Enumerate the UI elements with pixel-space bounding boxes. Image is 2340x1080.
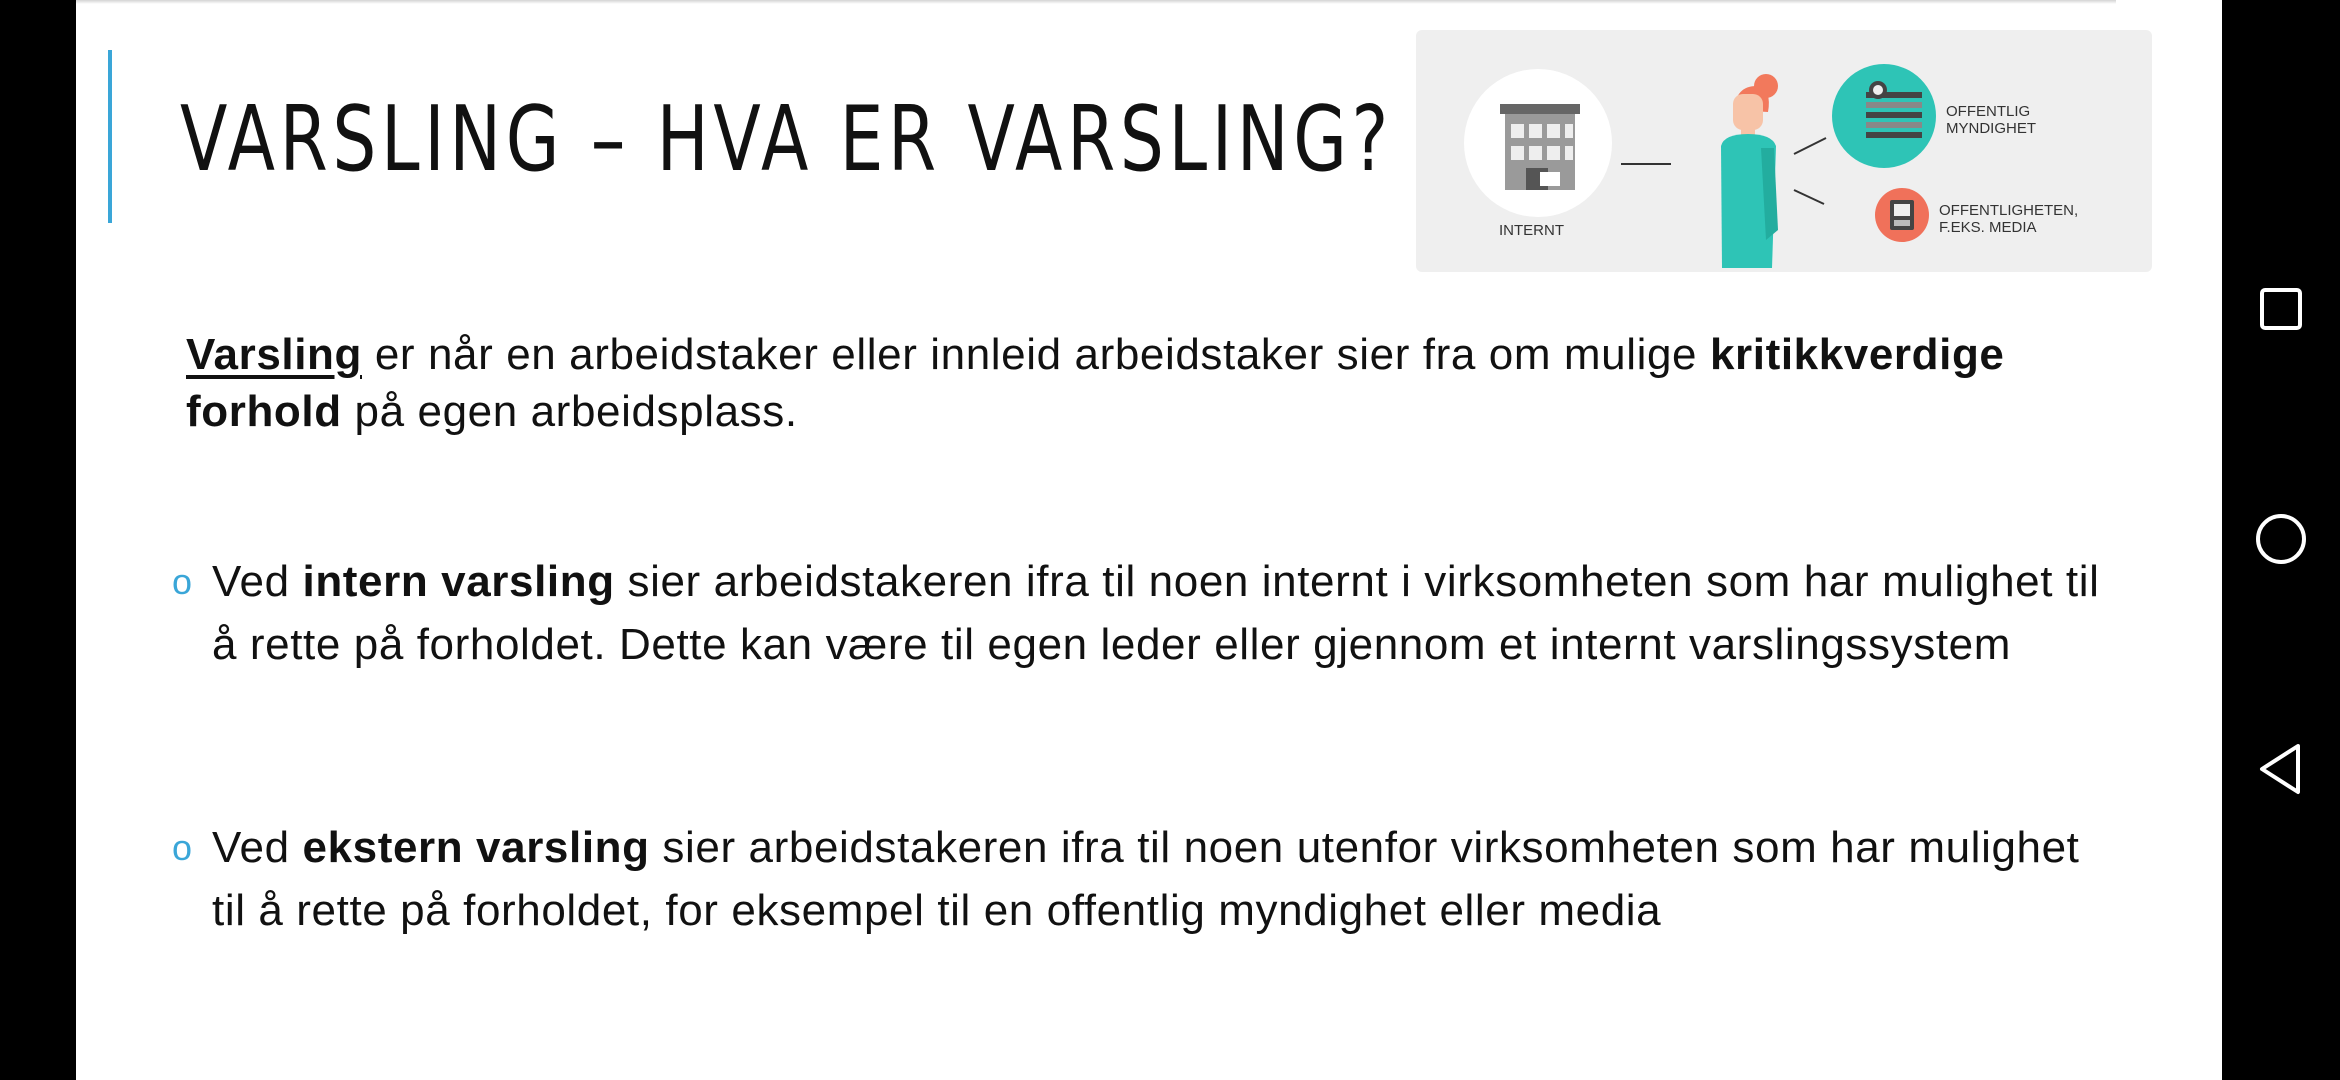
woman-figure (1721, 74, 1778, 268)
slide-top-edge (76, 0, 2116, 4)
intro-text-1: er når en arbeidstaker eller innleid arbeidstaker sier fra om mulige (362, 330, 1710, 379)
bullet-bold: intern varsling (302, 557, 615, 606)
bullet-bold: ekstern varsling (302, 823, 650, 872)
label-internt: INTERNT (1499, 222, 1564, 239)
connector-line-down (1794, 190, 1824, 204)
back-button[interactable] (2222, 710, 2340, 828)
intro-paragraph (186, 326, 2086, 440)
bullet-text (212, 550, 2112, 676)
intro-bold: kritikkverdige forhold (186, 330, 2005, 436)
bullet-marker: o (172, 827, 193, 868)
android-navigation-bar (2222, 0, 2340, 1080)
media-device-icon (1890, 200, 1914, 230)
intro-text-2: på egen arbeidsplass. (341, 387, 798, 436)
label-offentlig-myndighet: OFFENTLIG MYNDIGHET (1946, 103, 2036, 137)
bullet-rest: sier arbeidstakeren ifra til noen utenfor virksomheten som har mulighet til å rette på forholdet, for eksempel til en offentlig myndighet eller media (212, 823, 2080, 935)
whistleblowing-illustration (1416, 30, 2152, 272)
bullet-text (212, 816, 2112, 942)
home-button[interactable] (2222, 480, 2340, 598)
bullet-pre: Ved (212, 823, 303, 872)
triangle-back-icon (2222, 710, 2340, 828)
connector-line-up (1794, 138, 1826, 154)
label-offentligheten-media: OFFENTLIGHETEN, F.EKS. MEDIA (1939, 202, 2079, 236)
square-icon (2222, 250, 2340, 368)
bullet-pre: Ved (212, 557, 303, 606)
building-icon (1500, 104, 1580, 190)
circle-icon (2222, 480, 2340, 598)
title-accent-bar (108, 50, 112, 223)
slide-title: VARSLING – HVA ER VARSLING? (180, 87, 1393, 192)
bullet-rest: sier arbeidstakeren ifra til noen internt i virksomheten som har mulighet til å rette på forholdet. Dette kan være til egen leder eller gjennom et internt varslingssystem (212, 557, 2100, 669)
recents-button[interactable] (2222, 250, 2340, 368)
term-varsling: Varsling (186, 330, 362, 379)
bullet-marker: o (172, 561, 193, 602)
presentation-slide (76, 0, 2222, 1080)
